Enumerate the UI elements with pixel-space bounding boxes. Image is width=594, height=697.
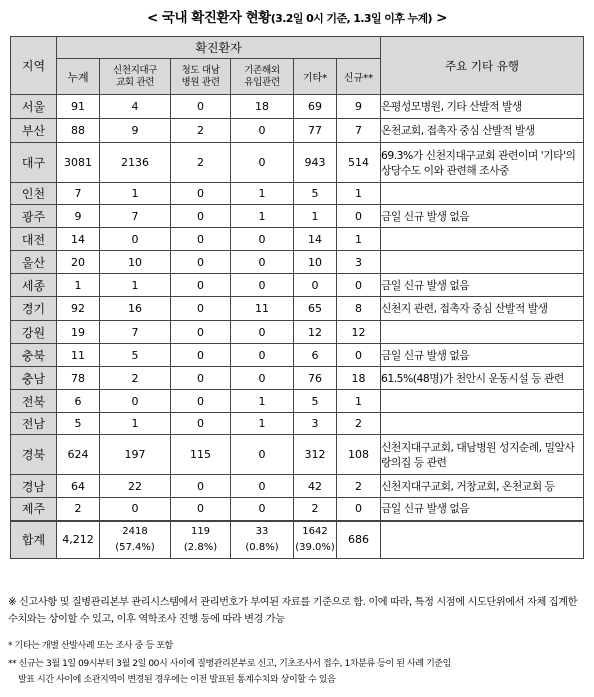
title-sub: (3.2일 0시 기준, 1.3일 이후 누계) <box>270 12 432 25</box>
totals-shincheonji-value: 2418 <box>122 525 148 537</box>
new-cell: 9 <box>337 95 381 119</box>
region-cell: 강원 <box>11 321 57 344</box>
cheongdo-cell: 0 <box>171 251 231 274</box>
cheongdo-cell: 0 <box>171 498 231 521</box>
overseas-cell: 18 <box>231 95 294 119</box>
total-cell: 3081 <box>57 143 100 183</box>
note-cell: 금일 신규 발생 없음 <box>381 344 584 367</box>
overseas-cell: 1 <box>231 390 294 413</box>
totals-cheongdo-percent: (2.8%) <box>183 541 218 553</box>
totals-region-cell: 합계 <box>11 521 57 559</box>
note-cell <box>381 413 584 435</box>
new-cell: 2 <box>337 413 381 435</box>
table-row <box>11 143 584 183</box>
overseas-cell: 0 <box>231 498 294 521</box>
total-cell: 7 <box>57 183 100 205</box>
region-cell: 부산 <box>11 119 57 143</box>
total-cell: 9 <box>57 205 100 228</box>
title-main: < 국내 확진환자 현황 <box>146 10 271 26</box>
cheongdo-cell: 0 <box>171 274 231 297</box>
table-row <box>11 475 584 498</box>
other-cell: 65 <box>294 297 337 321</box>
note-cell: 온천교회, 접촉자 중심 산발적 발생 <box>381 119 584 143</box>
new-cell: 2 <box>337 475 381 498</box>
overseas-cell: 0 <box>231 344 294 367</box>
new-cell: 18 <box>337 367 381 390</box>
note-cell: 69.3%가 신천지대구교회 관련이며 '기타'의 상당수도 이와 관련해 조사중 <box>381 143 584 183</box>
other-cell: 42 <box>294 475 337 498</box>
other-cell: 943 <box>294 143 337 183</box>
region-cell: 대전 <box>11 228 57 251</box>
shincheonji-cell: 1 <box>100 413 171 435</box>
new-cell: 8 <box>337 297 381 321</box>
other-cell: 14 <box>294 228 337 251</box>
cheongdo-cell: 0 <box>171 228 231 251</box>
table-row <box>11 297 584 321</box>
new-cell: 12 <box>337 321 381 344</box>
header-other: 기타* <box>294 59 337 95</box>
region-cell: 울산 <box>11 251 57 274</box>
note-cell: 금일 신규 발생 없음 <box>381 498 584 521</box>
table-row <box>11 228 584 251</box>
note-cell: 신천지대구교회, 거창교회, 온천교회 등 <box>381 475 584 498</box>
overseas-cell: 0 <box>231 143 294 183</box>
total-cell: 88 <box>57 119 100 143</box>
shincheonji-cell: 2 <box>100 367 171 390</box>
new-cell: 1 <box>337 183 381 205</box>
totals-cheongdo-cell <box>171 521 231 559</box>
other-cell: 3 <box>294 413 337 435</box>
new-cell: 3 <box>337 251 381 274</box>
header-new: 신규** <box>337 59 381 95</box>
totals-shincheonji-percent: (57.4%) <box>115 541 155 553</box>
other-cell: 76 <box>294 367 337 390</box>
overseas-cell: 11 <box>231 297 294 321</box>
region-cell: 경남 <box>11 475 57 498</box>
region-cell: 충북 <box>11 344 57 367</box>
shincheonji-cell: 1 <box>100 183 171 205</box>
header-overseas: 기존해외 유입관련 <box>231 59 294 95</box>
other-cell: 77 <box>294 119 337 143</box>
total-cell: 20 <box>57 251 100 274</box>
header-region: 지역 <box>11 37 57 95</box>
header-cheongdo: 청도 대남 병원 관련 <box>171 59 231 95</box>
shincheonji-cell: 9 <box>100 119 171 143</box>
header-shincheonji: 신천지대구 교회 관련 <box>100 59 171 95</box>
overseas-cell: 0 <box>231 274 294 297</box>
total-cell: 19 <box>57 321 100 344</box>
other-cell: 1 <box>294 205 337 228</box>
totals-cheongdo-value: 119 <box>190 525 211 537</box>
totals-shincheonji-cell <box>100 521 171 559</box>
totals-other-percent: (39.0%) <box>295 541 335 553</box>
table-row <box>11 413 584 435</box>
table-row <box>11 435 584 475</box>
footnote-main: ※ 신고사항 및 질병관리본부 관리시스템에서 관리번호가 부여된 자료를 기준으로 함. 이에 따라, 특정 시점에 시도단위에서 자체 집계한 수치와는 상이할 수 있고, 이후 역학조사 진행 등에 따라 변경 가능 <box>8 597 578 625</box>
shincheonji-cell: 1 <box>100 274 171 297</box>
total-cell: 624 <box>57 435 100 475</box>
overseas-cell: 0 <box>231 321 294 344</box>
totals-note-cell <box>381 521 584 559</box>
cheongdo-cell: 0 <box>171 321 231 344</box>
totals-other-value: 1642 <box>302 525 328 537</box>
note-cell: 신천지대구교회, 대남병원 성지순례, 밀알사랑의집 등 관련 <box>381 435 584 475</box>
total-cell: 91 <box>57 95 100 119</box>
new-cell: 0 <box>337 205 381 228</box>
shincheonji-cell: 0 <box>100 390 171 413</box>
region-cell: 경북 <box>11 435 57 475</box>
title-end: > <box>431 10 447 26</box>
totals-row <box>11 521 584 559</box>
region-cell: 제주 <box>11 498 57 521</box>
overseas-cell: 0 <box>231 119 294 143</box>
new-cell: 0 <box>337 498 381 521</box>
cheongdo-cell: 0 <box>171 95 231 119</box>
total-cell: 6 <box>57 390 100 413</box>
footnote-double-star-line2: 발표 시간 사이에 소관지역이 변경된 경우에는 이전 발표된 통계수치와 상이할 수 있음 <box>18 675 336 685</box>
totals-overseas-percent: (0.8%) <box>245 541 279 553</box>
total-cell: 1 <box>57 274 100 297</box>
cheongdo-cell: 115 <box>171 435 231 475</box>
new-cell: 0 <box>337 344 381 367</box>
other-cell: 5 <box>294 183 337 205</box>
footnote-double-star-line1: ** 신규는 3월 1일 09시부터 3월 2일 00시 사이에 질병관리본부로 신고, 기초조사서 접수, 1차분류 등이 된 사례 기준임 <box>8 659 451 669</box>
note-cell: 은평성모병원, 기타 산발적 발생 <box>381 95 584 119</box>
region-cell: 세종 <box>11 274 57 297</box>
note-cell <box>381 183 584 205</box>
cheongdo-cell: 0 <box>171 297 231 321</box>
table-row <box>11 183 584 205</box>
new-cell: 514 <box>337 143 381 183</box>
shincheonji-cell: 22 <box>100 475 171 498</box>
region-cell: 광주 <box>11 205 57 228</box>
note-cell: 신천지 관련, 접촉자 중심 산발적 발생 <box>381 297 584 321</box>
region-cell: 전북 <box>11 390 57 413</box>
overseas-cell: 1 <box>231 413 294 435</box>
shincheonji-cell: 5 <box>100 344 171 367</box>
page-title <box>0 6 594 26</box>
other-cell: 69 <box>294 95 337 119</box>
total-cell: 14 <box>57 228 100 251</box>
cheongdo-cell: 0 <box>171 183 231 205</box>
table-row <box>11 205 584 228</box>
region-cell: 경기 <box>11 297 57 321</box>
shincheonji-cell: 7 <box>100 205 171 228</box>
overseas-cell: 0 <box>231 475 294 498</box>
cheongdo-cell: 2 <box>171 143 231 183</box>
other-cell: 6 <box>294 344 337 367</box>
region-cell: 충남 <box>11 367 57 390</box>
shincheonji-cell: 16 <box>100 297 171 321</box>
other-cell: 0 <box>294 274 337 297</box>
footnote-double-star <box>8 656 588 688</box>
other-cell: 2 <box>294 498 337 521</box>
other-cell: 312 <box>294 435 337 475</box>
overseas-cell: 0 <box>231 367 294 390</box>
region-cell: 인천 <box>11 183 57 205</box>
note-cell <box>381 228 584 251</box>
note-cell: 61.5%(48명)가 천안시 운동시설 등 관련 <box>381 367 584 390</box>
shincheonji-cell: 7 <box>100 321 171 344</box>
overseas-cell: 1 <box>231 205 294 228</box>
cheongdo-cell: 0 <box>171 205 231 228</box>
totals-overseas-cell <box>231 521 294 559</box>
table-row <box>11 367 584 390</box>
table-row <box>11 119 584 143</box>
new-cell: 1 <box>337 390 381 413</box>
new-cell: 7 <box>337 119 381 143</box>
shincheonji-cell: 197 <box>100 435 171 475</box>
total-cell: 11 <box>57 344 100 367</box>
note-cell <box>381 390 584 413</box>
table-row <box>11 274 584 297</box>
total-cell: 64 <box>57 475 100 498</box>
other-cell: 10 <box>294 251 337 274</box>
overseas-cell: 0 <box>231 251 294 274</box>
region-cell: 대구 <box>11 143 57 183</box>
totals-new-cell: 686 <box>337 521 381 559</box>
other-cell: 12 <box>294 321 337 344</box>
overseas-cell: 0 <box>231 435 294 475</box>
table-row <box>11 498 584 521</box>
total-cell: 2 <box>57 498 100 521</box>
new-cell: 1 <box>337 228 381 251</box>
totals-other-cell <box>294 521 337 559</box>
total-cell: 78 <box>57 367 100 390</box>
other-cell: 5 <box>294 390 337 413</box>
header-confirmed: 확진환자 <box>57 37 381 59</box>
cheongdo-cell: 0 <box>171 413 231 435</box>
overseas-cell: 0 <box>231 228 294 251</box>
table-row <box>11 344 584 367</box>
table-row <box>11 390 584 413</box>
shincheonji-cell: 2136 <box>100 143 171 183</box>
table-row <box>11 95 584 119</box>
shincheonji-cell: 4 <box>100 95 171 119</box>
confirmed-cases-table <box>10 36 584 559</box>
cheongdo-cell: 0 <box>171 344 231 367</box>
new-cell: 108 <box>337 435 381 475</box>
shincheonji-cell: 0 <box>100 498 171 521</box>
overseas-cell: 1 <box>231 183 294 205</box>
note-cell <box>381 321 584 344</box>
totals-total-cell: 4,212 <box>57 521 100 559</box>
header-notes: 주요 기타 유행 <box>381 37 584 95</box>
shincheonji-cell: 0 <box>100 228 171 251</box>
region-cell: 전남 <box>11 413 57 435</box>
totals-overseas-value: 33 <box>255 525 269 537</box>
new-cell: 0 <box>337 274 381 297</box>
total-cell: 92 <box>57 297 100 321</box>
cheongdo-cell: 0 <box>171 367 231 390</box>
table-row <box>11 251 584 274</box>
cheongdo-cell: 0 <box>171 390 231 413</box>
cheongdo-cell: 0 <box>171 475 231 498</box>
note-cell <box>381 251 584 274</box>
shincheonji-cell: 10 <box>100 251 171 274</box>
header-total: 누계 <box>57 59 100 95</box>
footnote-star: * 기타는 개별 산발사례 또는 조사 중 등 포함 <box>8 641 173 651</box>
total-cell: 5 <box>57 413 100 435</box>
note-cell: 금일 신규 발생 없음 <box>381 274 584 297</box>
cheongdo-cell: 2 <box>171 119 231 143</box>
region-cell: 서울 <box>11 95 57 119</box>
table-row <box>11 321 584 344</box>
note-cell: 금일 신규 발생 없음 <box>381 205 584 228</box>
